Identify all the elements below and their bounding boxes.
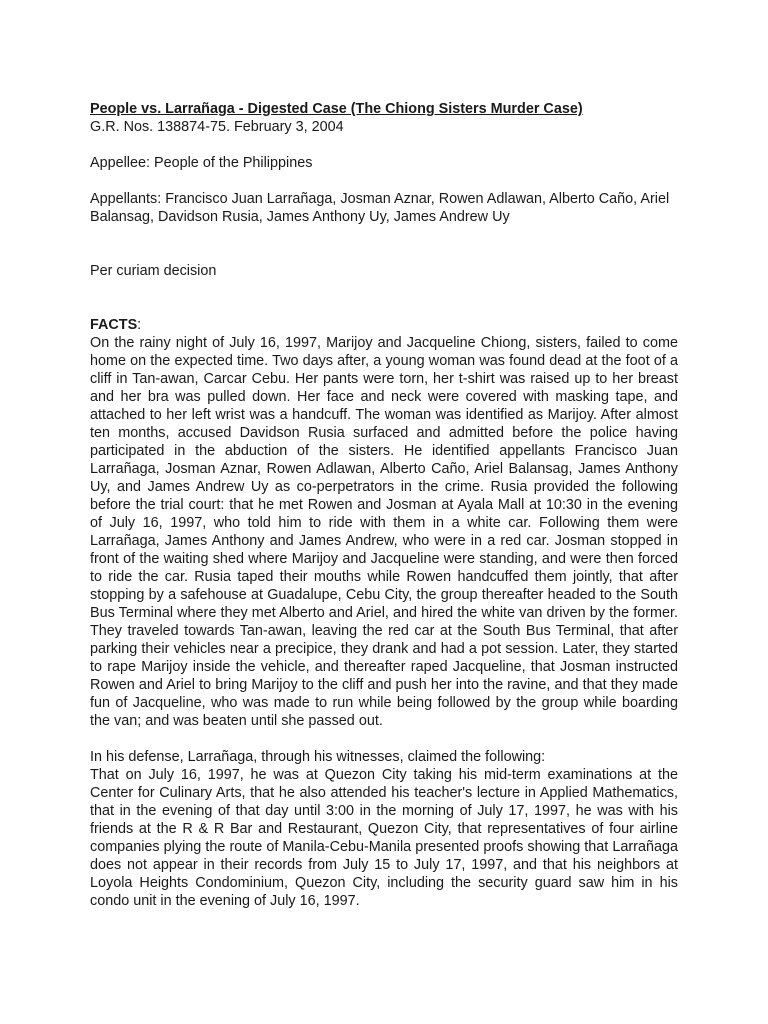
facts-heading: FACTS — [90, 317, 138, 333]
facts-paragraph: On the rainy night of July 16, 1997, Marijoy and Jacqueline Chiong, sisters, failed to come home on the expected time. Two days after, a young woman was found dead at the foot of a cliff in Tan-awan, Carcar Cebu. Her pants were torn, her t-shirt was raised up to her breast and her bra was pulled down. Her face and neck were covered with masking tape, and attached to her left wrist was a handcuff. The woman was identified as Marijoy. After almost ten months, accused Davidson Rusia surfaced and admitted before the police having participated in the abduction of the sisters. He identified appellants Francisco Juan Larrañaga, Josman Aznar, Rowen Adlawan, Alberto Caño, Ariel Balansag, James Anthony Uy, and James Andrew Uy as co-perpetrators in the crime. Rusia provided the following before the trial court: that he met Rowen and Josman at Ayala Mall at 10:30 in the evening of July 16, 1997, who told him to ride with them in a white car. Following them were Larrañaga, James Anthony and James Andrew, who were in a red car. Josman stopped in front of the waiting shed where Marijoy and Jacqueline were standing, and were then forced to ride the car. Rusia taped their mouths while Rowen handcuffed them jointly, that after stopping by a safehouse at Guadalupe, Cebu City, the group thereafter headed to the South Bus Terminal where they met Alberto and Ariel, and hired the white van driven by the former. They traveled towards Tan-awan, leaving the red car at the South Bus Terminal, that after parking their vehicles near a precipice, they drank and had a pot session. Later, they started to rape Marijoy inside the vehicle, and thereafter raped Jacqueline, that Josman instructed Rowen and Ariel to bring Marijoy to the cliff and push her into the ravine, and that they made fun of Jacqueline, who was made to run while being followed by the group while boarding the van; and was beaten until she passed out. — [90, 335, 678, 729]
document-title: People vs. Larrañaga - Digested Case (The Chiong Sisters Murder Case) — [90, 101, 583, 117]
defense-paragraph: That on July 16, 1997, he was at Quezon City taking his mid-term examinations at the Center for Culinary Arts, that he also attended his teacher's lecture in Applied Mathematics, that in the evening of that day until 3:00 in the morning of July 17, 1997, he was with his friends at the R & R Bar and Restaurant, Quezon City, that representatives of four airline companies plying the route of Manila-Cebu-Manila presented proofs showing that Larrañaga does not appear in their records from July 15 to July 17, 1997, and that his neighbors at Loyola Heights Condominium, Quezon City, including the security guard saw him in his condo unit in the evening of July 16, 1997. — [90, 767, 678, 909]
facts-heading-line — [90, 316, 678, 334]
document-page — [90, 100, 678, 910]
facts-heading-colon: : — [137, 317, 142, 333]
defense-intro: In his defense, Larrañaga, through his witnesses, claimed the following: — [90, 749, 546, 765]
decision-type: Per curiam decision — [90, 263, 217, 279]
case-citation: G.R. Nos. 138874-75. February 3, 2004 — [90, 119, 344, 135]
appellee-line: Appellee: People of the Philippines — [90, 155, 313, 171]
appellants-line: Appellants: Francisco Juan Larrañaga, Josman Aznar, Rowen Adlawan, Alberto Caño, Ariel Balansag, Davidson Rusia, James Anthony Uy, James Andrew Uy — [90, 191, 670, 225]
